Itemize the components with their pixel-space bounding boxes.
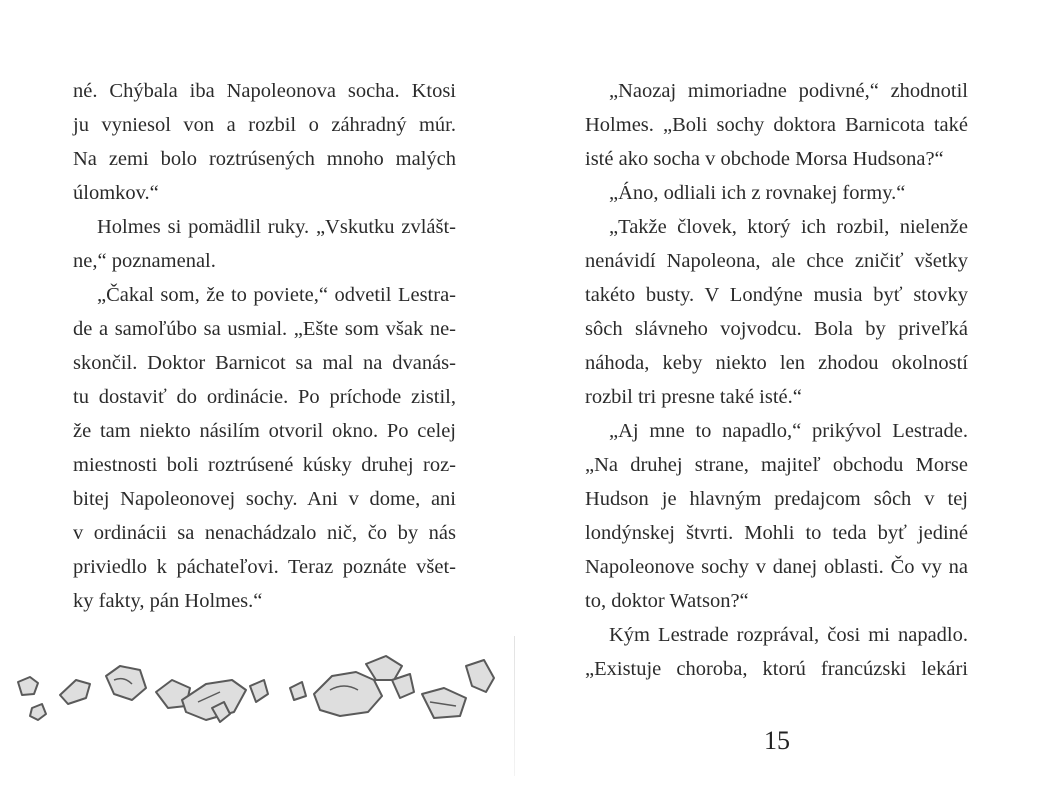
- text-line: „Naozaj mimoriadne podivné,“ zhodnotil: [609, 80, 968, 102]
- text-line: „Na druhej strane, majiteľ obchodu Morse: [585, 454, 968, 476]
- text-line: isté ako socha v obchode Morsa Hudsona?“: [585, 148, 944, 170]
- fragment: [182, 680, 246, 720]
- text-line: ju vyniesol von a rozbil o záhradný múr.: [73, 114, 456, 136]
- fragment: [60, 680, 90, 704]
- page-number: 15: [764, 726, 790, 755]
- left-page-text: [73, 74, 456, 618]
- text-line: bitej Napoleonovej sochy. Ani v dome, ani: [73, 488, 456, 510]
- text-line: né. Chýbala iba Napoleonova socha. Ktosi: [73, 80, 456, 102]
- text-line: skončil. Doktor Barnicot sa mal na dvanás-: [73, 352, 456, 374]
- right-page-text: [585, 74, 968, 686]
- text-line: úlomkov.“: [73, 182, 159, 204]
- text-line: londýnskej štvrti. Mohli to teda byť jediné: [585, 522, 968, 544]
- fragment: [466, 660, 494, 692]
- right-page: [520, 0, 1040, 800]
- text-line: sôch slávneho vojvodcu. Bola by priveľká: [585, 318, 968, 340]
- text-line: Na zemi bolo roztrúsených mnoho malých: [73, 148, 456, 170]
- fragment: [290, 682, 306, 700]
- text-line: rozbil tri presne také isté.“: [585, 386, 802, 408]
- text-line: Hudson je hlavným predajcom sôch v tej: [585, 488, 968, 510]
- text-line: Holmes. „Boli sochy doktora Barnicota také: [585, 114, 968, 136]
- text-line: tu dostaviť do ordinácie. Po príchode zistil,: [73, 386, 456, 408]
- fragment: [366, 656, 402, 680]
- fragment: [30, 704, 46, 720]
- broken-statue-fragments-illustration: [10, 650, 500, 740]
- text-line: náhoda, keby niekto len zhodou okolností: [585, 352, 968, 374]
- text-line: „Áno, odliali ich z rovnakej formy.“: [609, 182, 906, 204]
- text-line: takéto busty. V Londýne musia byť stovky: [585, 284, 968, 306]
- text-line: „Čakal som, že to poviete,“ odvetil Lestra-: [97, 284, 456, 306]
- fragment: [314, 672, 382, 716]
- page-fold-line: [514, 636, 515, 776]
- text-line: ne,“ poznamenal.: [73, 250, 216, 272]
- text-line: Napoleonove sochy v danej oblasti. Čo vy na: [585, 556, 968, 578]
- text-line: že tam niekto násilím otvoril okno. Po celej: [73, 420, 456, 442]
- text-line: ky fakty, pán Holmes.“: [73, 590, 263, 612]
- text-line: „Existuje choroba, ktorú francúzski lekári: [585, 658, 968, 680]
- fragment: [18, 677, 38, 695]
- text-line: „Aj mne to napadlo,“ prikývol Lestrade.: [609, 420, 968, 442]
- text-line: „Takže človek, ktorý ich rozbil, nielenže: [609, 216, 968, 238]
- text-line: priviedlo k páchateľovi. Teraz poznáte všet-: [73, 556, 456, 578]
- text-line: v ordinácii sa nenachádzalo nič, čo by nás: [73, 522, 456, 544]
- text-line: nenávidí Napoleona, ale chce zničiť všetky: [585, 250, 968, 272]
- fragment: [422, 688, 466, 718]
- fragment: [250, 680, 268, 702]
- fragment: [106, 666, 146, 700]
- text-line: miestnosti boli roztrúsené kúsky druhej roz-: [73, 454, 456, 476]
- text-line: de a samoľúbo sa usmial. „Ešte som však ne-: [73, 318, 456, 340]
- text-line: Holmes si pomädlil ruky. „Vskutku zvlášt-: [97, 216, 456, 238]
- text-line: to, doktor Watson?“: [585, 590, 749, 612]
- text-line: Kým Lestrade rozprával, čosi mi napadlo.: [609, 624, 968, 646]
